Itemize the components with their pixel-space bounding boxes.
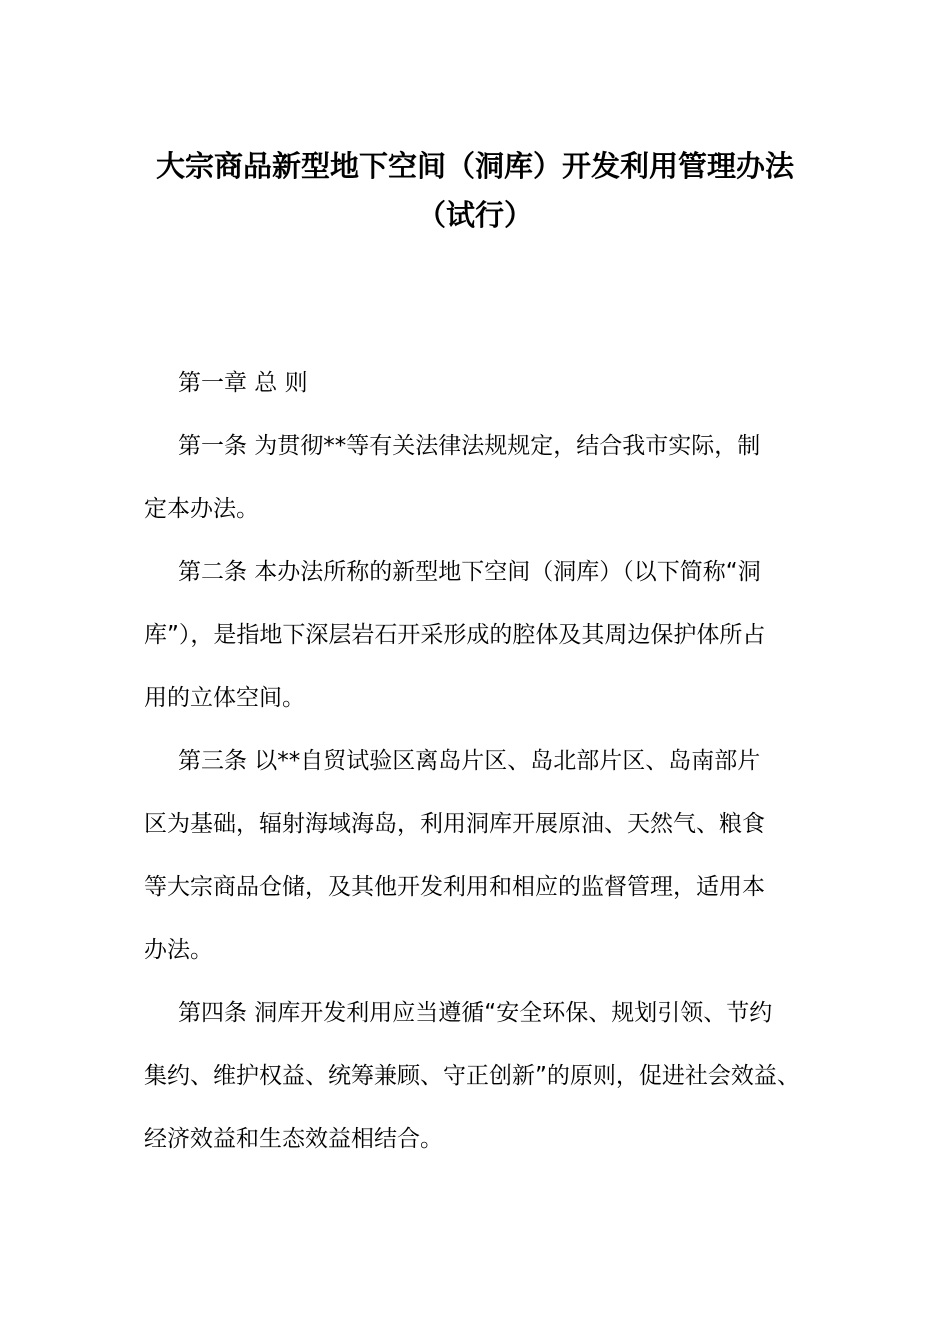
document-subtitle: （试行） — [416, 198, 533, 232]
article-3-line-2: 区为基础，辐射海域海岛，利用洞库开展原油、天然气、粮食 — [144, 811, 765, 837]
article-3-line-4: 办法。 — [144, 937, 213, 963]
chapter-heading: 第一章 总 则 — [178, 370, 308, 396]
article-1-line-1: 第一条 为贯彻**等有关法律法规规定，结合我市实际，制 — [178, 433, 761, 459]
article-3-line-1: 第三条 以**自贸试验区离岛片区、岛北部片区、岛南部片 — [178, 748, 761, 774]
article-4-line-2: 集约、维护权益、统筹兼顾、守正创新”的原则，促进社会效益、 — [144, 1063, 800, 1089]
article-1-line-2: 定本办法。 — [144, 496, 259, 522]
article-2-line-2: 库”），是指地下深层岩石开采形成的腔体及其周边保护体所占 — [144, 622, 766, 648]
article-2-line-3: 用的立体空间。 — [144, 685, 305, 711]
article-4-line-3: 经济效益和生态效益相结合。 — [144, 1126, 443, 1152]
article-4-line-1: 第四条 洞库开发利用应当遵循“安全环保、规划引领、节约 — [178, 1000, 773, 1026]
document-title: 大宗商品新型地下空间（洞库）开发利用管理办法 — [155, 149, 794, 183]
article-2-line-1: 第二条 本办法所称的新型地下空间（洞库）（以下简称“洞 — [178, 559, 761, 585]
article-3-line-3: 等大宗商品仓储，及其他开发利用和相应的监督管理，适用本 — [144, 874, 765, 900]
document-body — [144, 352, 824, 1171]
